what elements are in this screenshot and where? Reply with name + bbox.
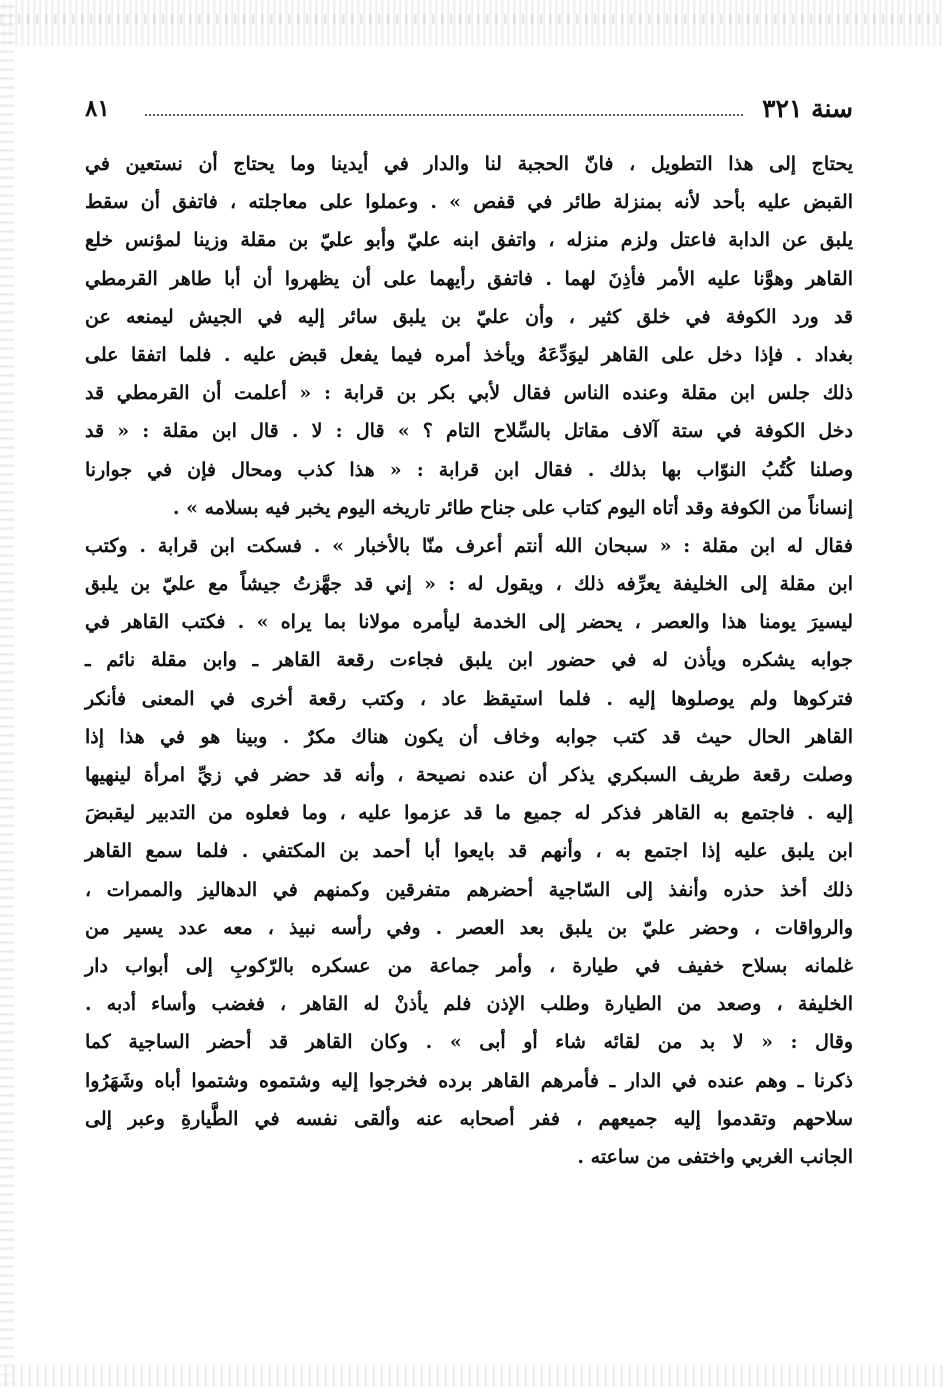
text-line: سلاحهم وتقدموا إليه جميعهم ، ففر أصحابه عنه وألقى نفسه في الطَّيارةِ وعبر إلى: [85, 1107, 853, 1130]
text-line: وصلنا كُتُبُ النوّاب بها بذلك . فقال ابن قرابة : « هذا كذب ومحال فإن في جوارنا: [85, 458, 853, 481]
text-line: القاهر وهوَّنا عليه الأمر فأذِنَ لهما . فاتفق رأيهما على أن يظهروا أن أبا طاهر القرمطي: [85, 267, 853, 290]
text-line: فقال له ابن مقلة : « سبحان الله أنتم أعرف منّا بالأخبار » . فسكت ابن قرابة . وكتب: [85, 534, 853, 557]
page-header: [85, 92, 853, 126]
text-line: وقال : « لا بد من لقائه شاء أو أبى » . وكان القاهر قد أحضر الساجية كما: [85, 1031, 853, 1054]
text-line: ابن يلبق عليه إذا اجتمع به ، وأنهم قد بايعوا أبا أحمد بن المكتفي . فلما سمع القاهر: [85, 840, 853, 863]
text-line: إليه . فاجتمع به القاهر فذكر له جميع ما قد عزموا عليه ، وما فعلوه من التدبير ليقبضَ: [85, 802, 853, 825]
text-line: غلمانه بسلاح خفيف في طيارة ، وأمر جماعة من عسكره بالرّكوبِ إلى أبواب دار: [85, 954, 853, 977]
text-line: الخليفة ، وصعد من الطيارة وطلب الإذن فلم يأذنْ له القاهر ، فغضب وأساء أدبه .: [85, 993, 853, 1016]
text-line: القاهر الحال حيث قد كتب جوابه وخاف أن يكون هناك مكرٌ . وبينا هو في هذا إذا: [85, 725, 853, 748]
text-line: الجانب الغربي واختفى من ساعته .: [577, 1145, 853, 1168]
header-dotted-rule: [145, 114, 743, 116]
text-line: ذكرنا ـ وهم عنده في الدار ـ فأمرهم القاهر برده فخرجوا إليه وشتموه وشتموا أباه وشَهَرُوا: [85, 1069, 853, 1092]
text-line: ابن مقلة إلى الخليفة يعرِّفه ذلك ، ويقول له : « إني قد جهَّزتُ جيشاً مع عليّ بن يلبق: [85, 573, 853, 596]
text-line: فتركوها ولم يوصلوها إليه . فلما استيقظ عاد ، وكتب رقعة أخرى في المعنى فأنكر: [85, 687, 853, 710]
text-line: والرواقات ، وحضر عليّ بن يلبق بعد العصر . وفي رأسه نبيذ ، معه عدد يسير من: [85, 916, 853, 939]
scan-border-left: [0, 0, 14, 1387]
text-line: ليسيرَ يومنا هذا والعصر ، يحضر إلى الخدمة ليأمره مولانا بما يراه » . فكتب القاهر في: [85, 611, 853, 634]
scan-border-top: [0, 0, 943, 46]
text-line: يحتاج إلى هذا التطويل ، فانّ الحجبة لنا والدار في أيدينا وما يحتاج أن نستعين في: [85, 153, 853, 175]
text-line: بغداد . فإذا دخل على القاهر ليوَدِّعَهُ ويأخذ أمره فيما يفعل قبض عليه . فلما اتفقا على: [85, 343, 853, 366]
page-number: ٨١: [85, 95, 110, 122]
running-title: سنة ٣٢١: [762, 94, 853, 123]
text-line: يلبق عن الدابة فاعتل ولزم منزله ، واتفق ابنه عليّ وأبو عليّ بن مقلة وزينا لمؤنس خلع: [85, 229, 853, 252]
text-line: ذلك أخذ حذره وأنفذ إلى السّاجية أحضرهم متفرقين وكمنهم في الدهاليز والممرات ،: [85, 878, 853, 901]
text-line: إنساناً من الكوفة وقد أتاه اليوم كتاب على جناح طائر تاريخه اليوم يخبر فيه بسلامه » .: [172, 496, 853, 519]
text-line: ذلك جلس ابن مقلة وعنده الناس فقال لأبي بكر بن قرابة : « أعلمت أن القرمطي قد: [85, 382, 853, 405]
body-text: [85, 145, 853, 1176]
text-line: وصلت رقعة طريف السبكري يذكر أن عنده نصيحة ، وأنه قد حضر في زيِّ امرأة لينهيها: [85, 764, 853, 786]
text-line: القبض عليه بأحد لأنه بمنزلة طائر في قفص » . وعملوا على معاجلته ، فاتفق أن سقط: [85, 191, 853, 214]
scan-border-bottom: [0, 1365, 943, 1387]
text-line: قد ورد الكوفة في خلق كثير ، وأن عليّ بن يلبق سائر إليه في الجيش ليمنعه عن: [85, 305, 853, 328]
text-line: دخل الكوفة في ستة آلاف مقاتل بالسِّلاح التام ؟ » قال : لا . قال ابن مقلة : « قد: [85, 420, 853, 443]
text-line: جوابه يشكره ويأذن له في حضور ابن يلبق فجاءت رقعة القاهر ـ وابن مقلة نائم ـ: [85, 649, 853, 672]
